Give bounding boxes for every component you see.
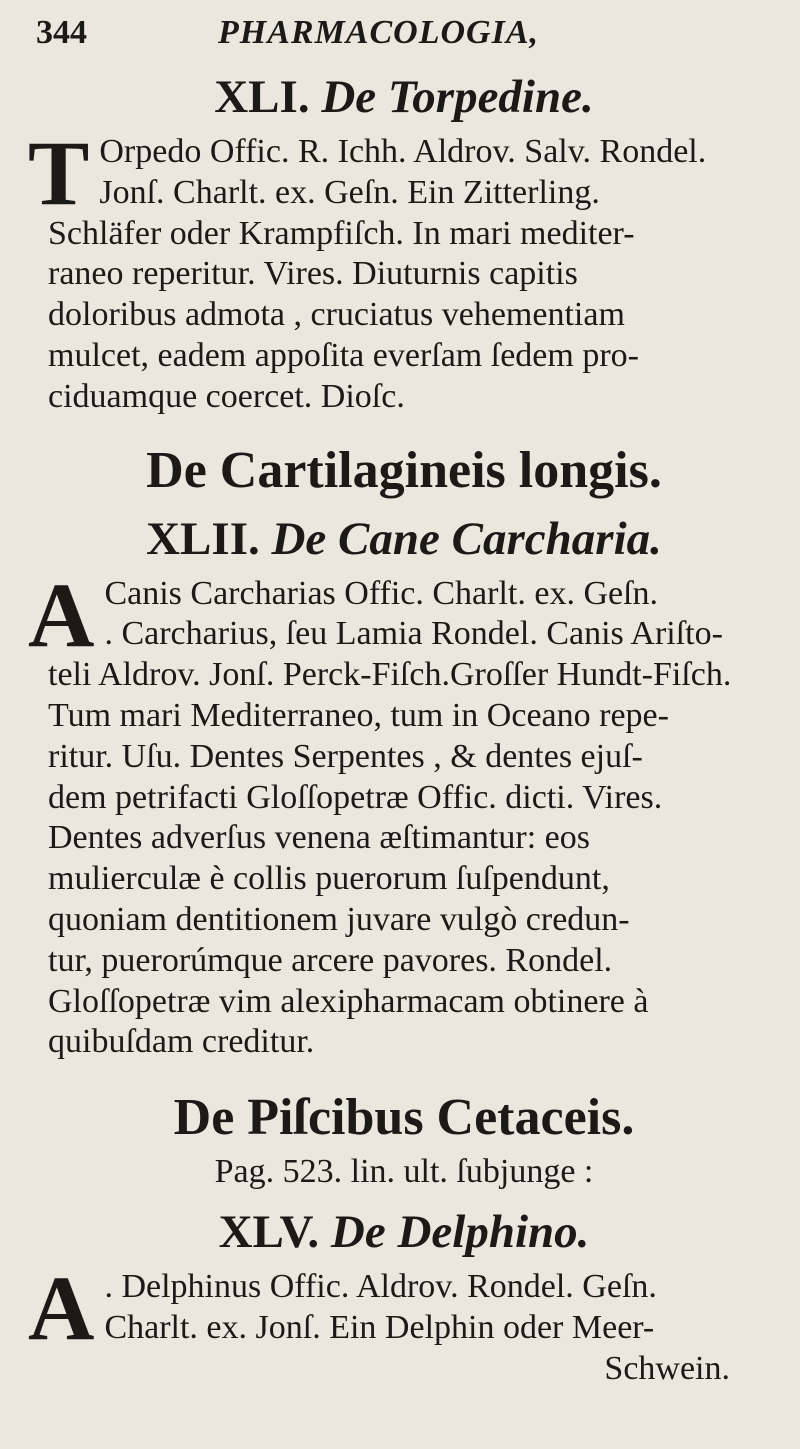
section-heading-carcharia (48, 508, 760, 570)
text-line: . Delphinus Offic. Aldrov. Rondel. Geſn. (104, 1268, 657, 1306)
text-line: quoniam dentitionem juvare vulgò credun- (48, 900, 630, 938)
text-line: Charlt. ex. Jonſ. Ein Delphin oder Meer- (104, 1308, 655, 1346)
heading-number: XLII. (146, 512, 260, 565)
section-subheading-cartilagineis: De Cartilagineis longis. (146, 441, 662, 499)
text-line: mulcet, eadem appoſita everſam ſedem pro- (48, 336, 639, 374)
paragraph-delphino (28, 1257, 760, 1389)
text-line: ritur. Uſu. Dentes Serpentes , & dentes ejuſ- (48, 737, 643, 775)
text-line: dem petrifacti Gloſſopetræ Offic. dicti. Vires. (48, 778, 663, 816)
heading-number: XLI. (214, 71, 310, 123)
text-line: mulierculæ è collis puerorum ſuſpendunt, (48, 860, 610, 898)
text-line: Canis Carcharias Offic. Charlt. ex. Geſn. (104, 574, 659, 612)
text-line: Schläfer oder Krampfiſch. In mari mediter- (48, 214, 635, 252)
heading-title: De Delphino. (330, 1206, 590, 1259)
text-line: Tum mari Mediterraneo, tum in Oceano repe- (48, 696, 669, 734)
text-line: teli Aldrov. Jonſ. Perck-Fiſch.Groſſer Hundt-Fiſch. (48, 656, 732, 694)
text-line: raneo reperitur. Vires. Diuturnis capitis (48, 255, 578, 293)
page-number: 344 (36, 14, 87, 51)
heading-number: XLV. (218, 1206, 320, 1259)
text-line: Dentes adverſus venena æſtimantur: eos (48, 819, 590, 857)
page-reference-line: Pag. 523. lin. ult. ſubjunge : (214, 1153, 594, 1191)
drop-cap: T (28, 122, 90, 224)
text-line: Orpedo Offic. R. Ichh. Aldrov. Salv. Rondel. (99, 133, 707, 170)
text-line: ciduamque coercet. Dioſc. (48, 377, 405, 415)
text-line: Gloſſopetræ vim alexipharmacam obtinere à (48, 982, 649, 1020)
text-line: quibuſdam creditur. (48, 1023, 315, 1061)
text-line: . Carcharius, ſeu Lamia Rondel. Canis Ariſto- (104, 615, 723, 653)
drop-cap: A (28, 1257, 95, 1360)
drop-cap: A (28, 563, 95, 666)
running-head (36, 0, 760, 52)
heading-title: De Cane Carcharia. (271, 512, 662, 565)
heading-title: De Torpedine. (321, 71, 594, 123)
text-line: Jonſ. Charlt. ex. Geſn. Ein Zitterling. (99, 173, 600, 211)
section-subheading-cetaceis: De Piſcibus Cetaceis. (173, 1089, 635, 1147)
running-title: PHARMACOLOGIA, (218, 14, 539, 51)
text-line: tur, puerorúmque arcere pavores. Rondel. (48, 941, 613, 979)
text-line: doloribus admota , cruciatus vehementiam (48, 296, 625, 334)
paragraph-torpedine (28, 122, 760, 418)
section-heading-torpedine (48, 66, 760, 128)
section-heading-delphino (48, 1201, 760, 1263)
text-line: Schwein. (604, 1349, 730, 1387)
paragraph-carcharia (28, 563, 760, 1064)
